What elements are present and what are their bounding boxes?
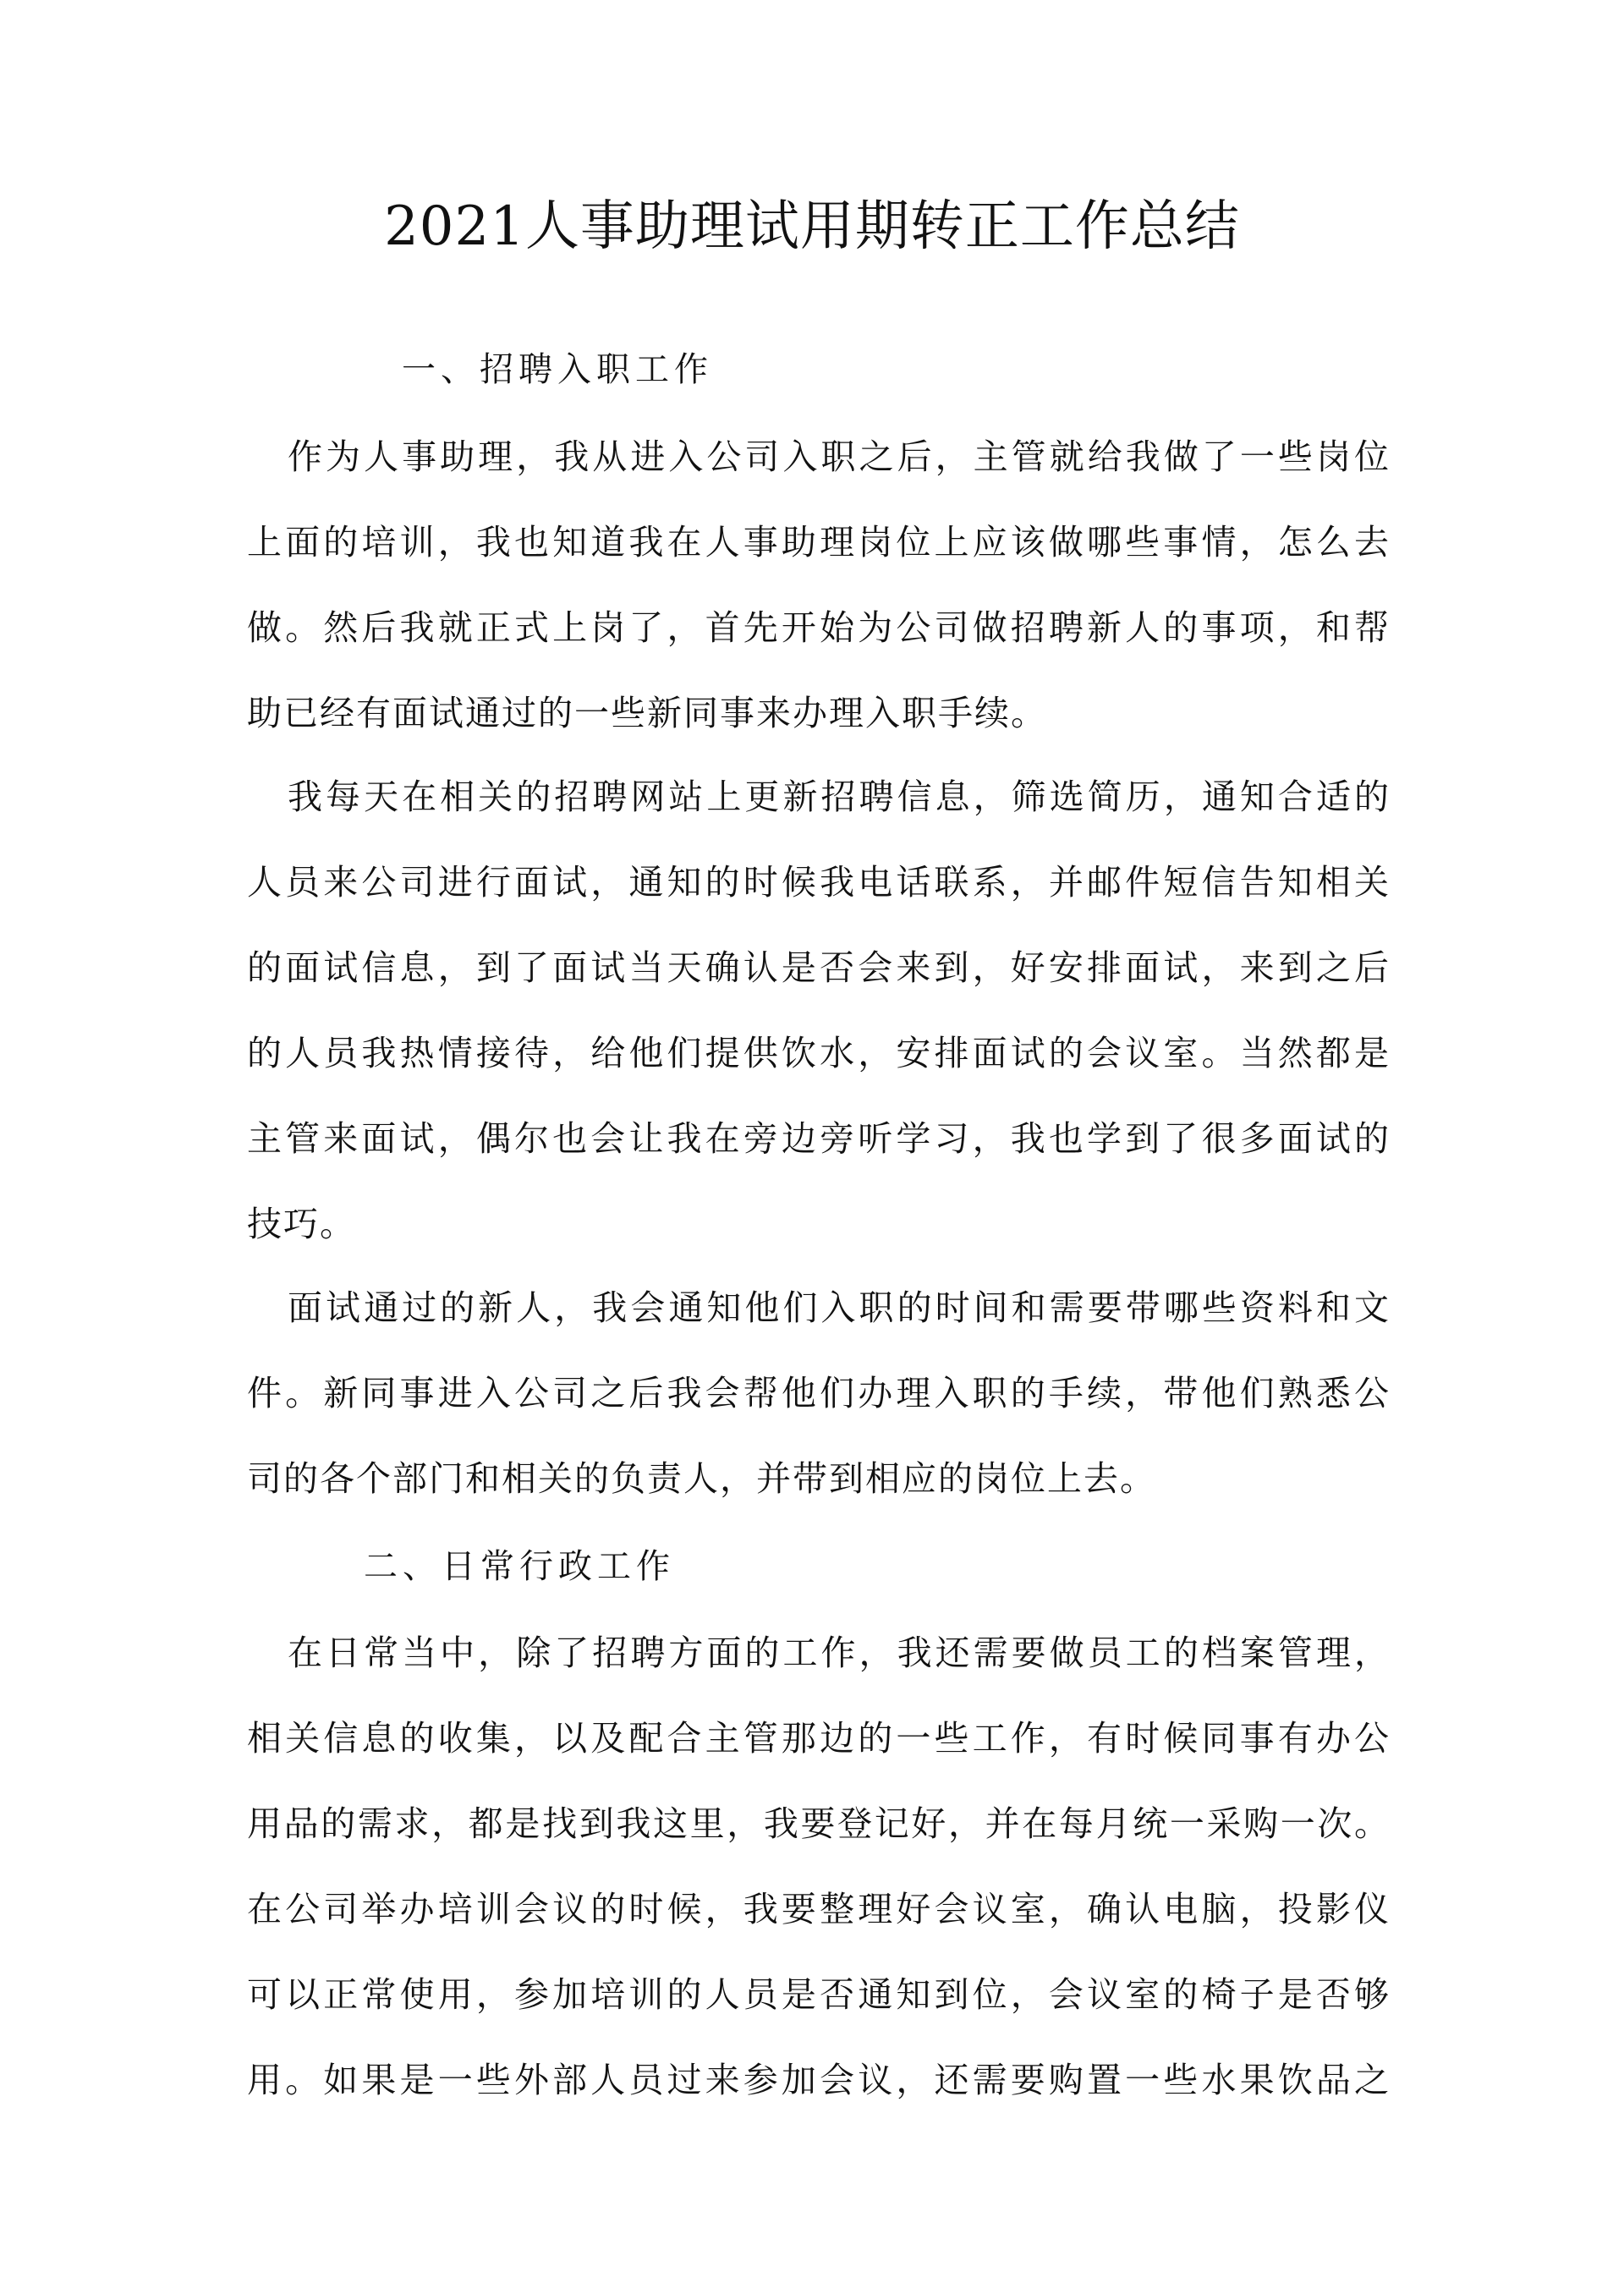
section-heading-admin: 二、日常行政工作	[364, 1547, 675, 1586]
paragraph-line: 人员来公司进行面试，通知的时候我电话联系，并邮件短信告知相关	[247, 862, 1389, 903]
document-title: 2021人事助理试用期转正工作总结	[384, 195, 1240, 258]
paragraph-line: 做。然后我就正式上岗了，首先开始为公司做招聘新人的事项，和帮	[247, 607, 1389, 648]
paragraph-line: 司的各个部门和相关的负责人，并带到相应的岗位上去。	[247, 1458, 1156, 1499]
paragraph-line: 的人员我热情接待，给他们提供饮水，安排面试的会议室。当然都是	[247, 1033, 1389, 1073]
paragraph-line: 作为人事助理，我从进入公司入职之后，主管就给我做了一些岗位	[288, 436, 1389, 477]
paragraph-line: 用品的需求，都是找到我这里，我要登记好，并在每月统一采购一次。	[247, 1803, 1389, 1844]
paragraph-line: 相关信息的收集，以及配合主管那边的一些工作，有时候同事有办公	[247, 1718, 1389, 1759]
paragraph-line: 我每天在相关的招聘网站上更新招聘信息，筛选简历，通知合适的	[288, 777, 1389, 817]
paragraph-line: 用。如果是一些外部人员过来参加会议，还需要购置一些水果饮品之	[247, 2060, 1389, 2100]
paragraph-line: 面试通过的新人，我会通知他们入职的时间和需要带哪些资料和文	[288, 1287, 1389, 1328]
paragraph-line: 件。新同事进入公司之后我会帮他们办理入职的手续，带他们熟悉公	[247, 1373, 1389, 1413]
paragraph-line: 技巧。	[247, 1204, 356, 1244]
paragraph-line: 上面的培训，我也知道我在人事助理岗位上应该做哪些事情，怎么去	[247, 522, 1389, 563]
paragraph-line: 助已经有面试通过的一些新同事来办理入职手续。	[247, 693, 1047, 733]
paragraph-line: 在日常当中，除了招聘方面的工作，我还需要做员工的档案管理，	[288, 1633, 1389, 1673]
paragraph-line: 在公司举办培训会议的时候，我要整理好会议室，确认电脑，投影仪	[247, 1889, 1389, 1929]
paragraph-line: 可以正常使用，参加培训的人员是否通知到位，会议室的椅子是否够	[247, 1974, 1389, 2015]
paragraph-line: 主管来面试，偶尔也会让我在旁边旁听学习，我也学到了很多面试的	[247, 1118, 1389, 1159]
section-heading-recruitment: 一、招聘入职工作	[402, 350, 713, 389]
paragraph-line: 的面试信息，到了面试当天确认是否会来到，好安排面试，来到之后	[247, 947, 1389, 988]
